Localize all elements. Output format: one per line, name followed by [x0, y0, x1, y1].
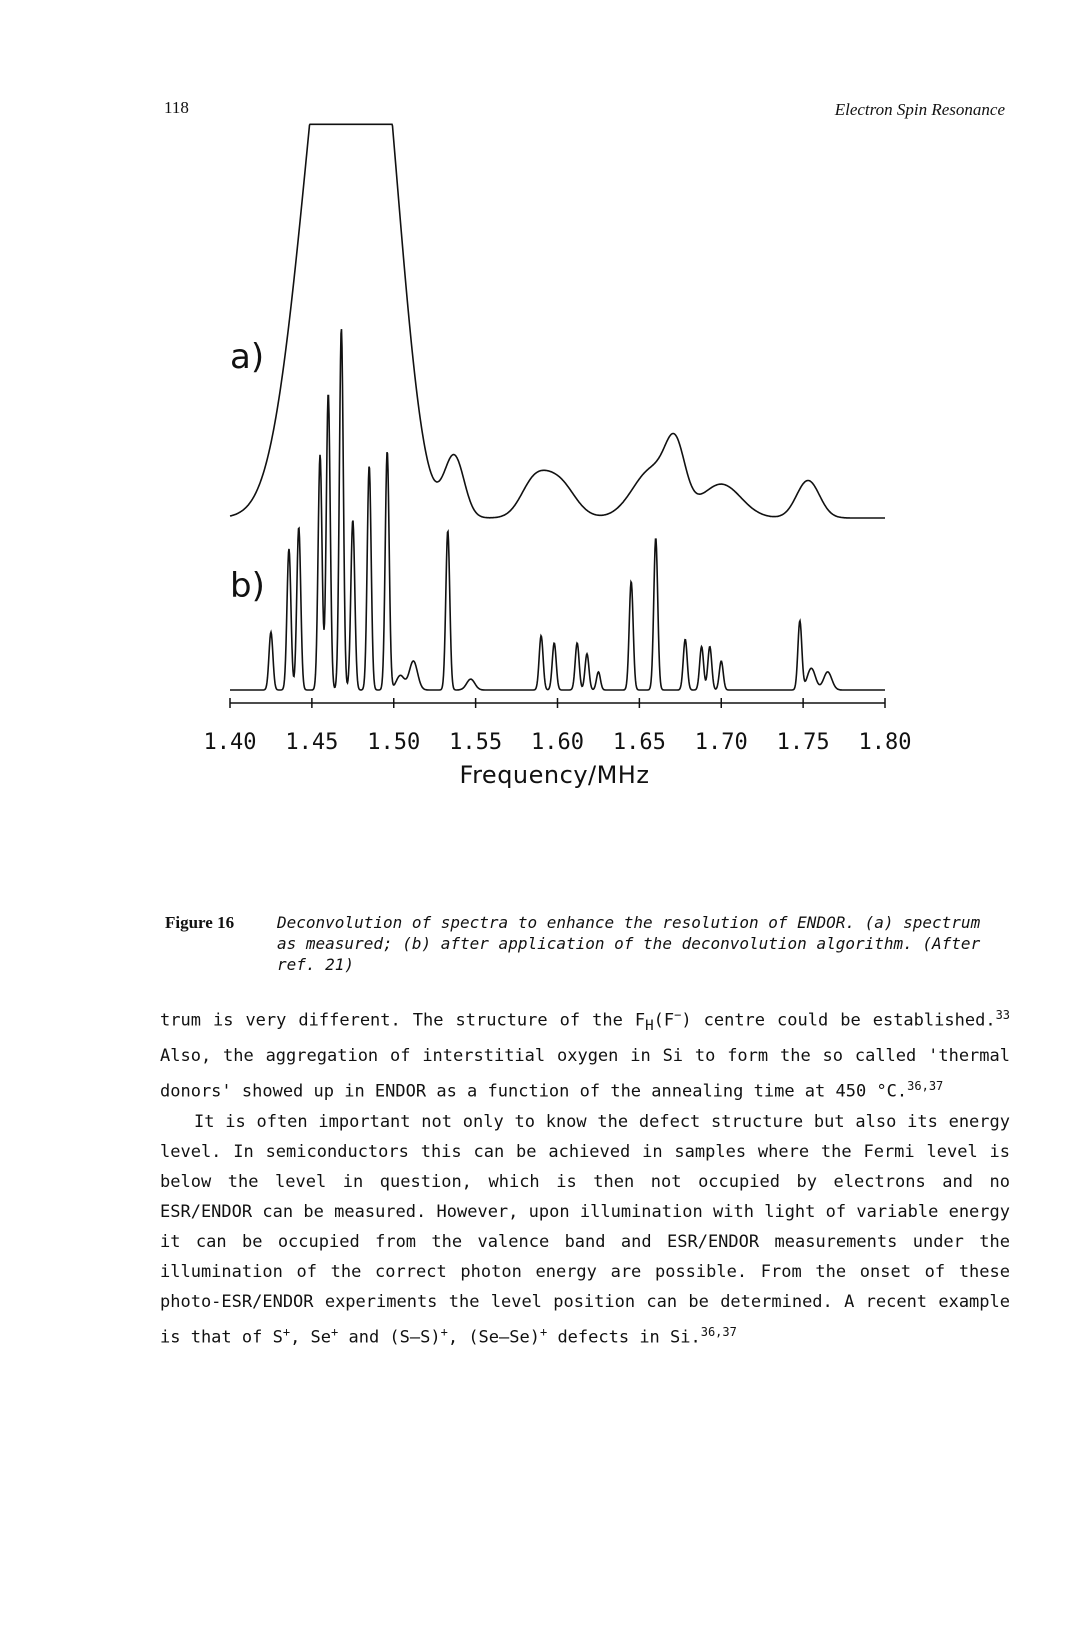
x-tick-label: 1.55 [449, 730, 503, 755]
panel-b-label: b) [230, 566, 265, 606]
running-title: Electron Spin Resonance [834, 100, 1005, 119]
figure-caption-text: Deconvolution of spectra to enhance the resolution of ENDOR. (a) spectrum as measured; (b) after application of the deconvolution algorithm. (After ref. 21) [277, 913, 981, 974]
spectrum-a-measured-line [230, 124, 885, 518]
x-tick-label: 1.70 [694, 730, 748, 755]
x-tick-label: 1.60 [531, 730, 584, 755]
spectrum-b-deconvolved-line [230, 329, 885, 690]
x-tick-label: 1.45 [285, 730, 339, 755]
x-tick-label: 1.50 [367, 730, 421, 755]
x-tick-label: 1.65 [612, 730, 666, 755]
body-text [160, 1000, 1010, 1352]
x-tick-label: 1.40 [203, 730, 257, 755]
panel-a-label: a) [230, 337, 265, 377]
paragraph-2: It is often important not only to know the defect structure but also its energy level. In semiconductors this can be achieved in samples where the Fermi level is below the level in question, which is then not occupied by electrons and no ESR/ENDOR can be measured. However, upon illumination with light of variable energy it can be occupied from the valence band and ESR/ENDOR measurements under the illumination of the correct photon energy are possible. From the onset of these photo-ESR/ENDOR experiments the level position can be determined. A recent example is that of S+, Se+ and (S–S)+, (Se–Se)+ defects in Si.$^{36,37}$ [160, 1111, 1010, 1348]
x-tick-label: 1.75 [776, 730, 830, 755]
x-axis-label: Frequency/MHz [459, 761, 650, 789]
x-tick-label: 1.80 [858, 730, 912, 755]
paragraph-1: trum is very different. The structure of the $F_H(F^-)$ centre could be established.$^{33}$ Also, the aggregation of interstitial oxygen in Si to form the so called 'thermal donors' showed up in ENDOR as a function of the annealing time at 450 °C.$^{36,37}$ [160, 1008, 1011, 1102]
page-number: 118 [164, 98, 189, 117]
figure-caption [165, 912, 1005, 975]
figure-caption-label: Figure 16 [165, 913, 235, 932]
